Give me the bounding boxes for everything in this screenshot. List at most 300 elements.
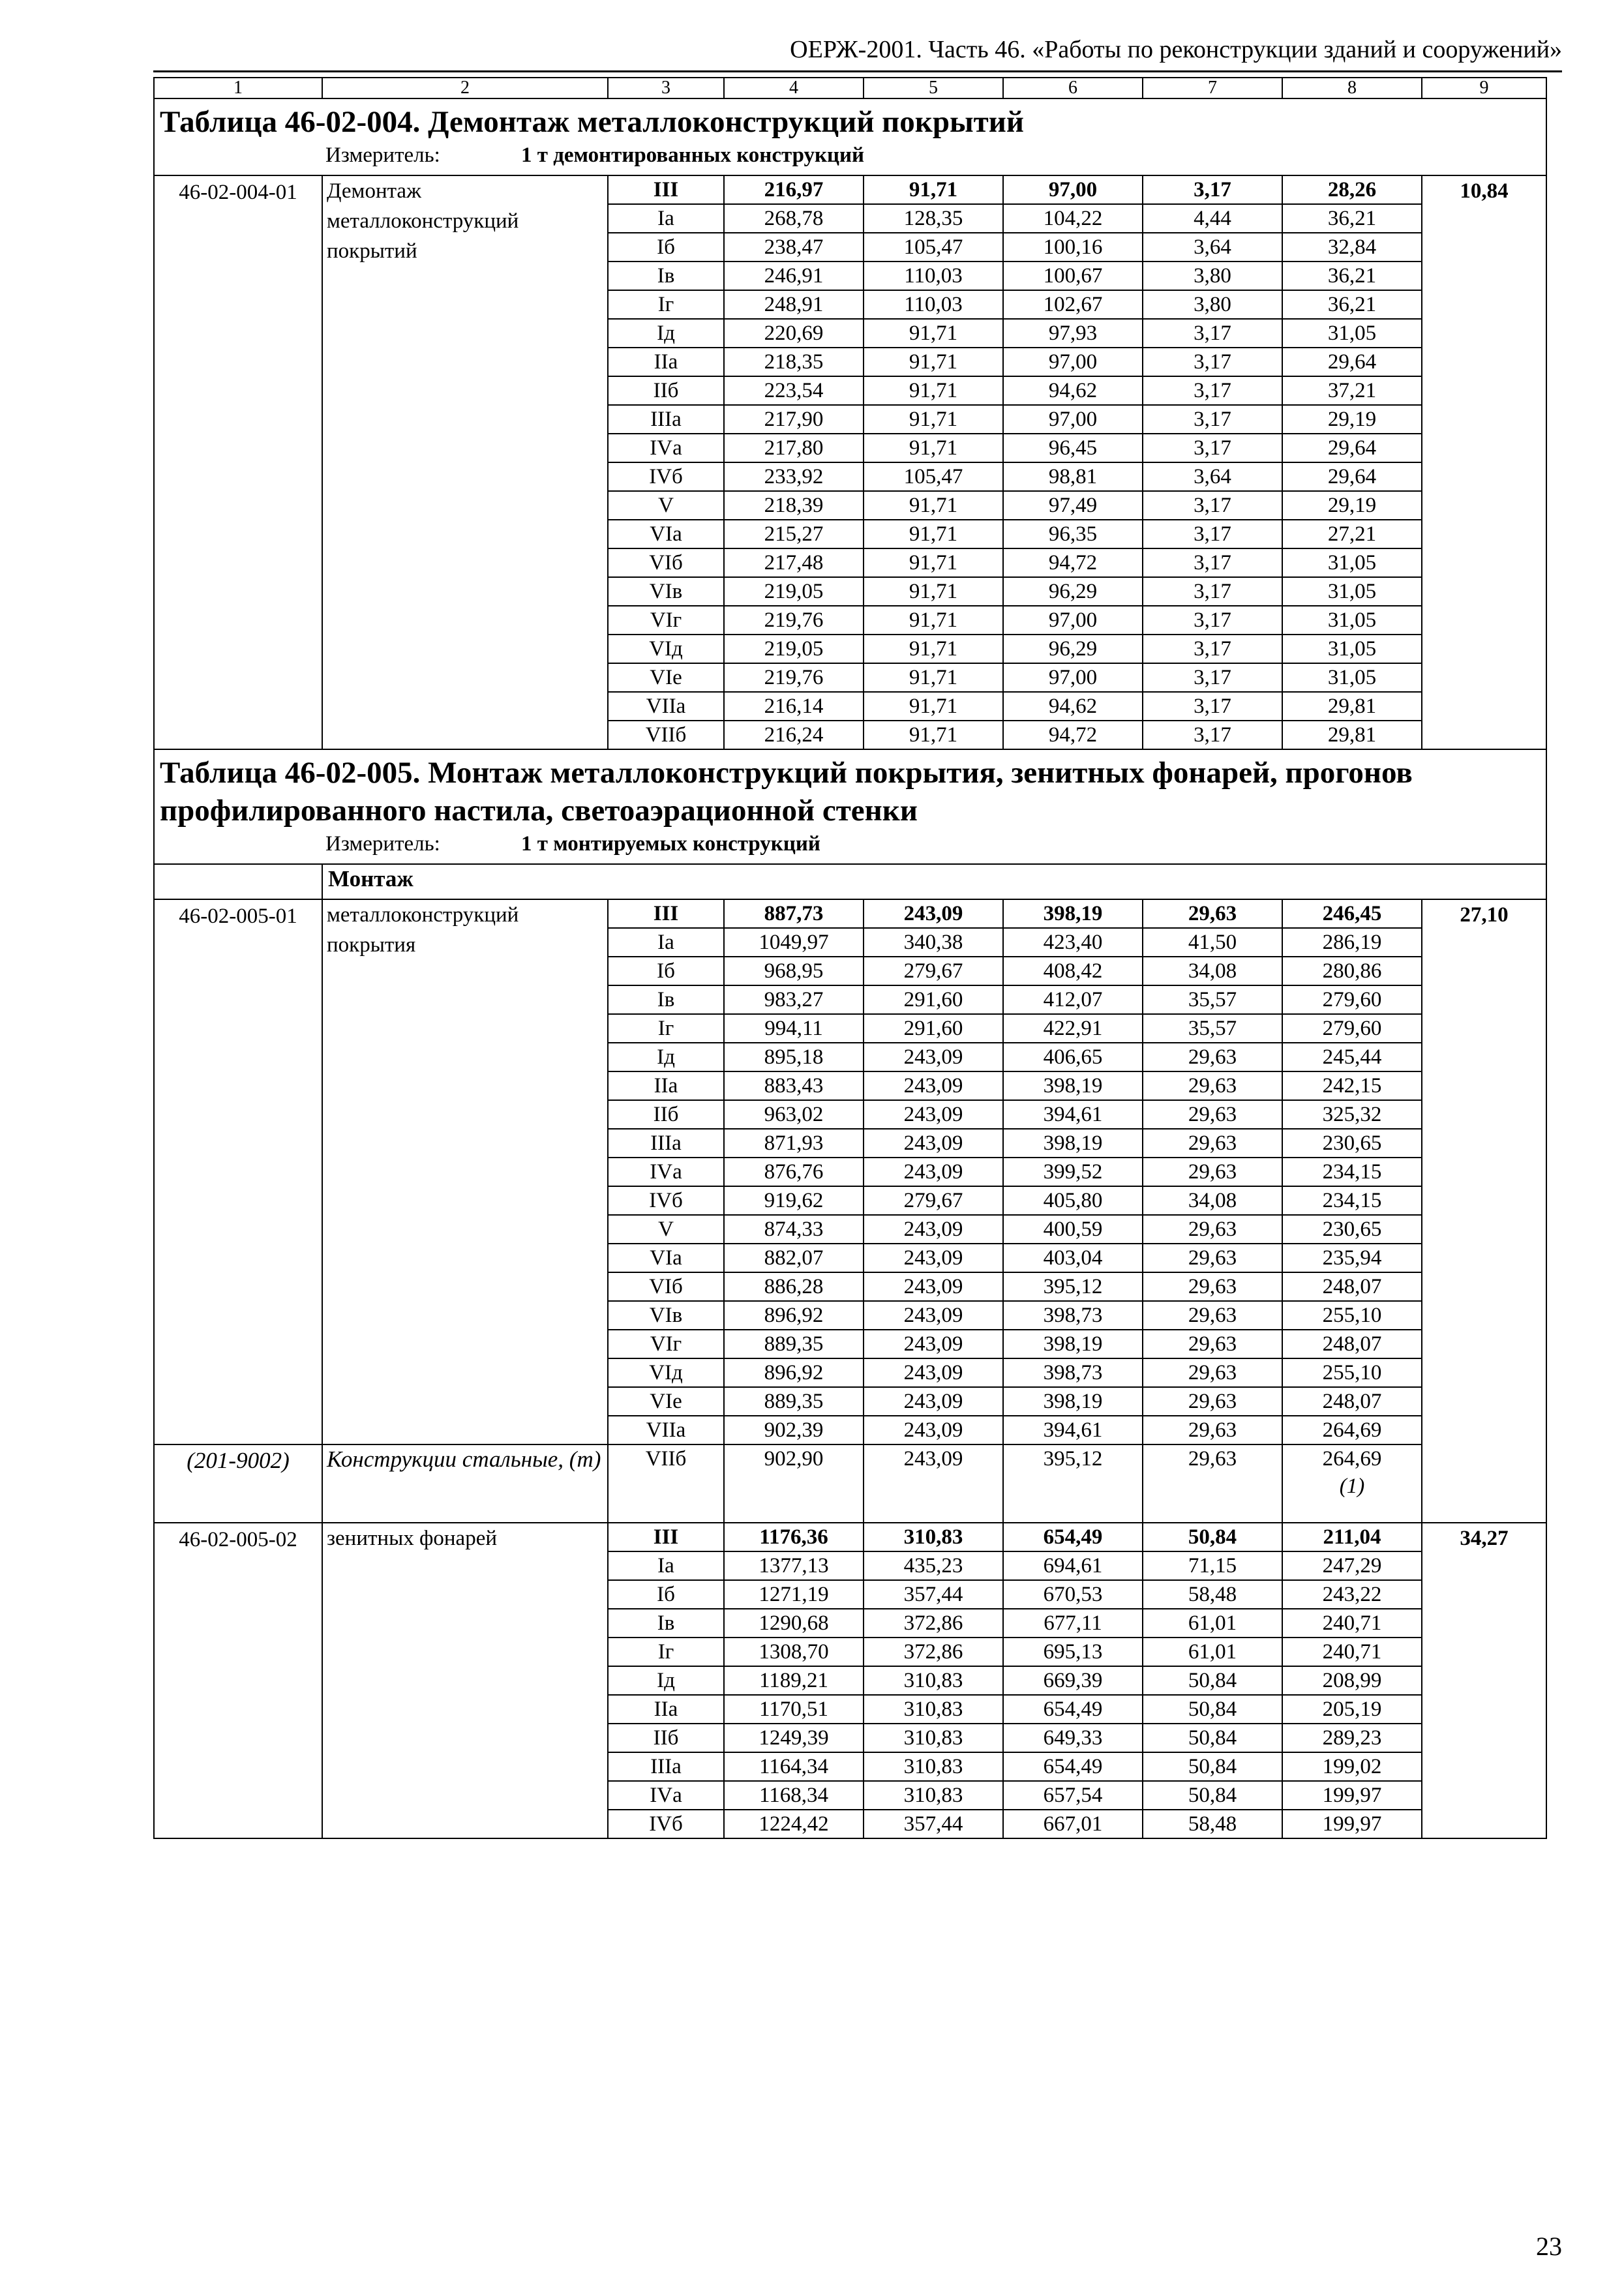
value-cell: 50,84 (1143, 1752, 1282, 1781)
value-cell: 29,63 (1143, 1330, 1282, 1358)
column-number: 9 (1422, 78, 1546, 98)
value-cell: 243,09 (864, 1416, 1003, 1444)
value-cell: 217,48 (724, 548, 864, 577)
value-cell: 240,71 (1282, 1638, 1422, 1666)
value-cell: 279,67 (864, 1186, 1003, 1215)
value-cell: 35,57 (1143, 1014, 1282, 1043)
value-cell: 1176,36 (724, 1523, 864, 1551)
zone-cell: V (608, 1215, 724, 1244)
value-cell: 280,86 (1282, 957, 1422, 985)
value-cell: 243,09 (864, 1301, 1003, 1330)
value-cell: 883,43 (724, 1071, 864, 1100)
value-cell: 395,12 (1003, 1444, 1143, 1523)
value-cell: 29,63 (1143, 899, 1282, 928)
value-cell: 1377,13 (724, 1551, 864, 1580)
value-cell: 50,84 (1143, 1666, 1282, 1695)
zone-cell: Iд (608, 1043, 724, 1071)
value-cell: 71,15 (1143, 1551, 1282, 1580)
running-title: ОЕРЖ-2001. Часть 46. «Работы по реконструкции зданий и сооружений» (790, 36, 1562, 63)
value-cell: 105,47 (864, 233, 1003, 262)
resource-name: Конструкции стальные, (т) (322, 1444, 608, 1523)
value-cell: 963,02 (724, 1100, 864, 1129)
value-cell: 29,63 (1143, 1215, 1282, 1244)
subheading-spacer (154, 864, 322, 899)
zone-cell: IVб (608, 462, 724, 491)
value-cell: 29,64 (1282, 434, 1422, 462)
zone-cell: VIе (608, 1387, 724, 1416)
value-cell: 243,09 (864, 1129, 1003, 1158)
value-cell: 230,65 (1282, 1129, 1422, 1158)
value-cell: 199,97 (1282, 1810, 1422, 1838)
value-cell: 286,19 (1282, 928, 1422, 957)
zone-cell: IIа (608, 1071, 724, 1100)
value-cell: 27,21 (1282, 520, 1422, 548)
zone-cell: IVа (608, 1158, 724, 1186)
zone-cell: Iв (608, 262, 724, 290)
zone-cell: IIIа (608, 1129, 724, 1158)
value-cell: 216,14 (724, 692, 864, 721)
value-cell: 372,86 (864, 1638, 1003, 1666)
zone-cell: Iб (608, 1580, 724, 1609)
value-cell: 31,05 (1282, 606, 1422, 635)
value-cell: 874,33 (724, 1215, 864, 1244)
value-cell: 871,93 (724, 1129, 864, 1158)
value-cell: 1164,34 (724, 1752, 864, 1781)
value-cell: 91,71 (864, 721, 1003, 749)
value-cell: 58,48 (1143, 1810, 1282, 1838)
value-cell: 1049,97 (724, 928, 864, 957)
zone-cell: Iг (608, 1014, 724, 1043)
value-cell: 29,19 (1282, 491, 1422, 520)
value-cell: 887,73 (724, 899, 864, 928)
value-cell: 247,29 (1282, 1551, 1422, 1580)
value-cell: 91,71 (864, 405, 1003, 434)
value-cell: 205,19 (1282, 1695, 1422, 1724)
value-cell: 36,21 (1282, 290, 1422, 319)
value-cell: 394,61 (1003, 1100, 1143, 1129)
value-cell: 96,35 (1003, 520, 1143, 548)
value-cell: 211,04 (1282, 1523, 1422, 1551)
value-cell: 994,11 (724, 1014, 864, 1043)
value-cell: 1189,21 (724, 1666, 864, 1695)
value-cell: 279,60 (1282, 1014, 1422, 1043)
value-cell: 31,05 (1282, 635, 1422, 663)
page-number: 23 (1536, 2232, 1562, 2261)
value-cell: 398,73 (1003, 1301, 1143, 1330)
value-cell: 216,24 (724, 721, 864, 749)
value-cell: 91,71 (864, 692, 1003, 721)
value-cell: 91,71 (864, 606, 1003, 635)
value-cell: 398,19 (1003, 899, 1143, 928)
value-cell: 31,05 (1282, 319, 1422, 348)
column-number: 4 (724, 78, 864, 98)
value-cell: 61,01 (1143, 1609, 1282, 1638)
value-cell: 91,71 (864, 491, 1003, 520)
zone-cell: VIв (608, 1301, 724, 1330)
table-title: Таблица 46-02-004. Демонтаж металлоконструкций покрытий (154, 98, 1546, 141)
value-cell: 29,63 (1143, 1129, 1282, 1158)
value-cell: 3,17 (1143, 175, 1282, 204)
value-cell: 3,80 (1143, 262, 1282, 290)
value-cell: 408,42 (1003, 957, 1143, 985)
value-cell: 398,19 (1003, 1387, 1143, 1416)
value-cell: 29,63 (1143, 1043, 1282, 1071)
labor-cell: 27,10 (1422, 899, 1546, 1523)
value-cell: 968,95 (724, 957, 864, 985)
value-cell: 91,71 (864, 175, 1003, 204)
value-cell: 412,07 (1003, 985, 1143, 1014)
value-cell: 649,33 (1003, 1724, 1143, 1752)
value-cell: 234,15 (1282, 1158, 1422, 1186)
zone-cell: Iа (608, 1551, 724, 1580)
value-cell: 216,97 (724, 175, 864, 204)
zone-cell: IIIа (608, 1752, 724, 1781)
value-cell: 31,05 (1282, 577, 1422, 606)
column-number: 5 (864, 78, 1003, 98)
value-cell: 29,63 (1143, 1387, 1282, 1416)
value-cell: 29,19 (1282, 405, 1422, 434)
zone-cell: VIIб (608, 1444, 724, 1523)
value-cell: 243,09 (864, 899, 1003, 928)
value-cell: 3,17 (1143, 319, 1282, 348)
value-cell: 357,44 (864, 1580, 1003, 1609)
meter-value: 1 т демонтированных конструкций (521, 143, 865, 167)
value-cell: 310,83 (864, 1752, 1003, 1781)
value-cell: 218,35 (724, 348, 864, 376)
value-cell: 104,22 (1003, 204, 1143, 233)
value-cell: 128,35 (864, 204, 1003, 233)
value-cell: 110,03 (864, 290, 1003, 319)
meter-label: Измеритель: (325, 143, 440, 167)
value-cell: 243,09 (864, 1100, 1003, 1129)
value-cell: 3,17 (1143, 376, 1282, 405)
meter-row (154, 141, 1546, 175)
value-cell: 3,17 (1143, 548, 1282, 577)
value-cell: 97,00 (1003, 663, 1143, 692)
zone-cell: Iа (608, 204, 724, 233)
column-number-row (154, 78, 1546, 98)
value-cell: 243,09 (864, 1387, 1003, 1416)
table-row (154, 1444, 1546, 1523)
value-cell: 29,81 (1282, 721, 1422, 749)
value-cell-text: 264,69 (1322, 1447, 1382, 1471)
value-cell: 896,92 (724, 1358, 864, 1387)
value-cell: 310,83 (864, 1523, 1003, 1551)
value-cell: 889,35 (724, 1330, 864, 1358)
value-cell: 243,09 (864, 1358, 1003, 1387)
zone-cell: VIб (608, 1272, 724, 1301)
subheading: Монтаж (322, 864, 1546, 899)
value-cell: 246,91 (724, 262, 864, 290)
value-cell: 1224,42 (724, 1810, 864, 1838)
value-cell: 654,49 (1003, 1752, 1143, 1781)
value-cell: 96,29 (1003, 635, 1143, 663)
value-cell: 31,05 (1282, 663, 1422, 692)
zone-cell: Iв (608, 1609, 724, 1638)
value-cell: 3,17 (1143, 434, 1282, 462)
value-cell: 291,60 (864, 985, 1003, 1014)
value-cell: 91,71 (864, 663, 1003, 692)
value-cell: 3,17 (1143, 405, 1282, 434)
value-cell: 29,63 (1143, 1158, 1282, 1186)
value-cell: 983,27 (724, 985, 864, 1014)
item-code: 46-02-004-01 (154, 175, 322, 749)
value-cell: 61,01 (1143, 1638, 1282, 1666)
zone-cell: IIб (608, 376, 724, 405)
labor-cell: 34,27 (1422, 1523, 1546, 1838)
value-cell: 255,10 (1282, 1301, 1422, 1330)
table-row (154, 899, 1546, 928)
zone-cell: IIб (608, 1724, 724, 1752)
value-cell: 29,63 (1143, 1301, 1282, 1330)
value-cell: 243,09 (864, 1043, 1003, 1071)
value-cell: 398,73 (1003, 1358, 1143, 1387)
value-cell: 50,84 (1143, 1724, 1282, 1752)
value-cell: 29,63 (1143, 1444, 1282, 1523)
table-row (154, 1523, 1546, 1551)
zone-cell: VIIа (608, 692, 724, 721)
value-cell: 94,72 (1003, 721, 1143, 749)
value-cell: 310,83 (864, 1695, 1003, 1724)
value-cell: 29,63 (1143, 1358, 1282, 1387)
value-cell: 91,71 (864, 348, 1003, 376)
value-cell: 245,44 (1282, 1043, 1422, 1071)
table-title: Таблица 46-02-005. Монтаж металлоконструкций покрытия, зенитных фонарей, прогонов профилированного настила, светоаэрационной стенки (154, 749, 1546, 830)
zone-cell: Iг (608, 290, 724, 319)
value-cell: 97,00 (1003, 606, 1143, 635)
value-cell: 3,64 (1143, 233, 1282, 262)
value-cell: 3,17 (1143, 635, 1282, 663)
value-cell: 406,65 (1003, 1043, 1143, 1071)
value-cell: 3,17 (1143, 692, 1282, 721)
value-cell: 50,84 (1143, 1523, 1282, 1551)
value-cell: 264,69 (1282, 1416, 1422, 1444)
header-rule (153, 70, 1562, 72)
value-cell: 243,09 (864, 1444, 1003, 1523)
value-cell: 372,86 (864, 1609, 1003, 1638)
table-title-row (154, 749, 1546, 830)
value-cell: 896,92 (724, 1301, 864, 1330)
value-cell: 3,17 (1143, 577, 1282, 606)
value-cell: 110,03 (864, 262, 1003, 290)
value-cell: 97,00 (1003, 175, 1143, 204)
value-cell: 217,90 (724, 405, 864, 434)
value-cell: 403,04 (1003, 1244, 1143, 1272)
value-cell: 657,54 (1003, 1781, 1143, 1810)
value-cell: 3,17 (1143, 721, 1282, 749)
value-cell: 3,17 (1143, 491, 1282, 520)
zone-cell: VIIб (608, 721, 724, 749)
value-cell: 91,71 (864, 548, 1003, 577)
meter-cell (154, 830, 1546, 864)
zone-cell: VIв (608, 577, 724, 606)
zone-cell: VIг (608, 1330, 724, 1358)
value-cell: 243,09 (864, 1215, 1003, 1244)
value-cell: 97,49 (1003, 491, 1143, 520)
value-cell: 36,21 (1282, 204, 1422, 233)
value-cell: 435,23 (864, 1551, 1003, 1580)
value-cell: 240,71 (1282, 1609, 1422, 1638)
column-number: 3 (608, 78, 724, 98)
zone-cell: III (608, 1523, 724, 1551)
column-number: 8 (1282, 78, 1422, 98)
value-cell: 919,62 (724, 1186, 864, 1215)
value-cell: 242,15 (1282, 1071, 1422, 1100)
value-cell: 97,00 (1003, 405, 1143, 434)
resource-code: (201-9002) (154, 1444, 322, 1523)
value-cell: 3,17 (1143, 606, 1282, 635)
zone-cell: V (608, 491, 724, 520)
meter-cell (154, 141, 1546, 175)
value-cell: 29,63 (1143, 1416, 1282, 1444)
value-cell: 218,39 (724, 491, 864, 520)
value-cell: 97,93 (1003, 319, 1143, 348)
value-cell: 669,39 (1003, 1666, 1143, 1695)
value-cell: 233,92 (724, 462, 864, 491)
column-number: 7 (1143, 78, 1282, 98)
value-cell: 219,76 (724, 663, 864, 692)
value-cell: 50,84 (1143, 1781, 1282, 1810)
value-cell: 246,45 (1282, 899, 1422, 928)
value-cell: 886,28 (724, 1272, 864, 1301)
value-cell: 199,97 (1282, 1781, 1422, 1810)
value-cell: 37,21 (1282, 376, 1422, 405)
zone-cell: Iд (608, 319, 724, 348)
value-cell: 248,91 (724, 290, 864, 319)
value-cell: 35,57 (1143, 985, 1282, 1014)
zone-cell: IIIа (608, 405, 724, 434)
price-table (153, 77, 1547, 1839)
value-cell: 243,09 (864, 1330, 1003, 1358)
value-cell: 399,52 (1003, 1158, 1143, 1186)
value-cell: 96,29 (1003, 577, 1143, 606)
value-cell: 34,08 (1143, 1186, 1282, 1215)
value-cell: 889,35 (724, 1387, 864, 1416)
value-cell: 29,63 (1143, 1071, 1282, 1100)
zone-cell: IVа (608, 434, 724, 462)
value-cell: 102,67 (1003, 290, 1143, 319)
value-cell: 230,65 (1282, 1215, 1422, 1244)
zone-cell: VIд (608, 635, 724, 663)
value-cell: 29,63 (1143, 1272, 1282, 1301)
value-cell: 208,99 (1282, 1666, 1422, 1695)
zone-cell: Iд (608, 1666, 724, 1695)
table-title-row (154, 98, 1546, 141)
value-cell: 268,78 (724, 204, 864, 233)
value-cell: 677,11 (1003, 1609, 1143, 1638)
zone-cell: Iб (608, 233, 724, 262)
value-cell: 654,49 (1003, 1523, 1143, 1551)
meter-value: 1 т монтируемых конструкций (521, 832, 820, 856)
value-cell (1282, 1444, 1422, 1523)
value-cell: 29,81 (1282, 692, 1422, 721)
value-cell: 248,07 (1282, 1387, 1422, 1416)
value-cell: 1170,51 (724, 1695, 864, 1724)
value-cell: 91,71 (864, 577, 1003, 606)
value-cell: 243,09 (864, 1071, 1003, 1100)
value-cell: 405,80 (1003, 1186, 1143, 1215)
zone-cell: IVб (608, 1186, 724, 1215)
zone-cell: VIб (608, 548, 724, 577)
value-cell: 28,26 (1282, 175, 1422, 204)
value-cell: 243,09 (864, 1272, 1003, 1301)
value-cell: 29,64 (1282, 462, 1422, 491)
zone-cell: VIа (608, 520, 724, 548)
value-cell: 100,67 (1003, 262, 1143, 290)
value-cell: 357,44 (864, 1810, 1003, 1838)
value-cell: 98,81 (1003, 462, 1143, 491)
value-cell: 895,18 (724, 1043, 864, 1071)
value-cell: 215,27 (724, 520, 864, 548)
value-cell: 310,83 (864, 1781, 1003, 1810)
value-cell: 29,63 (1143, 1244, 1282, 1272)
zone-cell: VIг (608, 606, 724, 635)
value-cell: 219,05 (724, 635, 864, 663)
item-name: зенитных фонарей (322, 1523, 608, 1838)
zone-cell: III (608, 899, 724, 928)
value-cell: 1308,70 (724, 1638, 864, 1666)
value-cell: 91,71 (864, 376, 1003, 405)
value-cell: 325,32 (1282, 1100, 1422, 1129)
table-row (154, 175, 1546, 204)
value-cell: 100,16 (1003, 233, 1143, 262)
labor-cell: 10,84 (1422, 175, 1546, 749)
value-cell: 4,44 (1143, 204, 1282, 233)
value-cell: 3,17 (1143, 348, 1282, 376)
value-cell: 91,71 (864, 319, 1003, 348)
value-cell: 395,12 (1003, 1272, 1143, 1301)
value-cell: 243,09 (864, 1158, 1003, 1186)
zone-cell: VIа (608, 1244, 724, 1272)
item-name: Демонтаж металлоконструкций покрытий (322, 175, 608, 749)
value-cell: 1168,34 (724, 1781, 864, 1810)
value-cell: 255,10 (1282, 1358, 1422, 1387)
zone-cell: VIIа (608, 1416, 724, 1444)
zone-cell: IIа (608, 1695, 724, 1724)
value-cell: 199,02 (1282, 1752, 1422, 1781)
value-cell: 219,05 (724, 577, 864, 606)
value-cell: 291,60 (864, 1014, 1003, 1043)
value-cell: 248,07 (1282, 1272, 1422, 1301)
value-cell: 41,50 (1143, 928, 1282, 957)
value-cell: 902,90 (724, 1444, 864, 1523)
value-cell: 340,38 (864, 928, 1003, 957)
zone-cell: Iв (608, 985, 724, 1014)
value-cell: 422,91 (1003, 1014, 1143, 1043)
value-cell: 34,08 (1143, 957, 1282, 985)
meter-row (154, 830, 1546, 864)
zone-cell: IIб (608, 1100, 724, 1129)
value-cell: 876,76 (724, 1158, 864, 1186)
column-number: 1 (154, 78, 322, 98)
value-cell: 36,21 (1282, 262, 1422, 290)
resource-quantity: (1) (1339, 1474, 1365, 1498)
zone-cell: IVб (608, 1810, 724, 1838)
value-cell: 94,72 (1003, 548, 1143, 577)
subheading-row (154, 864, 1546, 899)
value-cell: 238,47 (724, 233, 864, 262)
column-number: 6 (1003, 78, 1143, 98)
value-cell: 3,17 (1143, 663, 1282, 692)
value-cell: 289,23 (1282, 1724, 1422, 1752)
value-cell: 219,76 (724, 606, 864, 635)
value-cell: 1249,39 (724, 1724, 864, 1752)
value-cell: 243,22 (1282, 1580, 1422, 1609)
value-cell: 394,61 (1003, 1416, 1143, 1444)
item-code: 46-02-005-02 (154, 1523, 322, 1838)
column-number: 2 (322, 78, 608, 98)
value-cell: 279,60 (1282, 985, 1422, 1014)
